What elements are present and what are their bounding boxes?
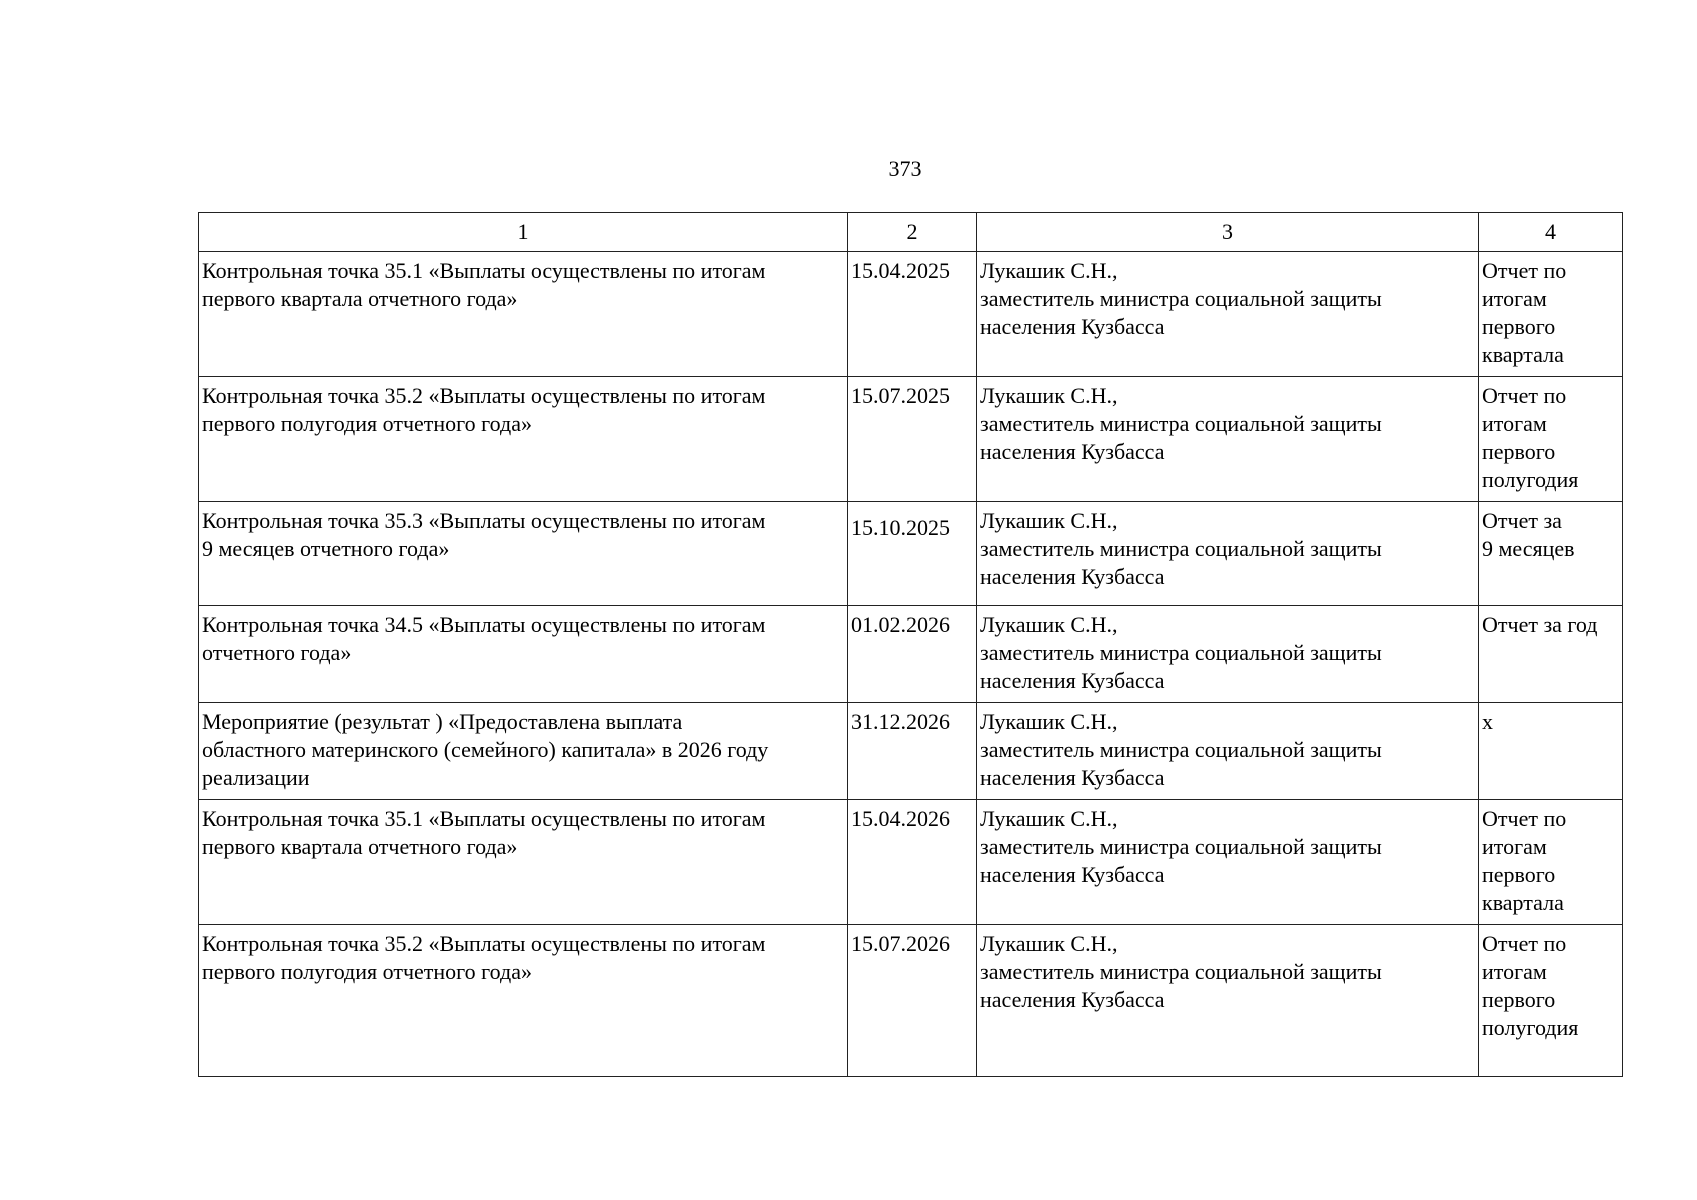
control-point-title: Контрольная точка 35.1 «Выплаты осуществлены по итогам первого квартала отчетного года» [199,252,848,377]
control-point-title: Контрольная точка 35.3 «Выплаты осуществлены по итогам 9 месяцев отчетного года» [199,502,848,606]
report-type: Отчет за год [1479,606,1623,703]
due-date: 01.02.2026 [848,606,977,703]
responsible-person: Лукашик С.Н., заместитель министра социальной защиты населения Кузбасса [977,377,1479,502]
due-date: 15.10.2025 [848,502,977,606]
report-type: Отчет по итогам первого квартала [1479,800,1623,925]
column-header: 4 [1479,213,1623,252]
column-header: 3 [977,213,1479,252]
responsible-person: Лукашик С.Н., заместитель министра социальной защиты населения Кузбасса [977,252,1479,377]
event-title: Мероприятие (результат ) «Предоставлена выплата областного материнского (семейного) капитала» в 2026 году реализации [199,703,848,800]
table-row [199,606,1623,703]
due-date: 15.07.2026 [848,925,977,1077]
report-type: Отчет за 9 месяцев [1479,502,1623,606]
control-point-title: Контрольная точка 35.2 «Выплаты осуществлены по итогам первого полугодия отчетного года» [199,925,848,1077]
report-type: x [1479,703,1623,800]
due-date: 31.12.2026 [848,703,977,800]
control-point-title: Контрольная точка 34.5 «Выплаты осуществлены по итогам отчетного года» [199,606,848,703]
due-date: 15.04.2025 [848,252,977,377]
table-row [199,502,1623,606]
control-point-title: Контрольная точка 35.1 «Выплаты осуществлены по итогам первого квартала отчетного года» [199,800,848,925]
due-date: 15.04.2026 [848,800,977,925]
table-row [199,377,1623,502]
report-type: Отчет по итогам первого полугодия [1479,377,1623,502]
page-number: 373 [888,156,922,181]
table-row [199,925,1623,1077]
due-date: 15.07.2025 [848,377,977,502]
responsible-person: Лукашик С.Н., заместитель министра социальной защиты населения Кузбасса [977,606,1479,703]
table-header-row [199,213,1623,252]
table-row [199,252,1623,377]
responsible-person: Лукашик С.Н., заместитель министра социальной защиты населения Кузбасса [977,502,1479,606]
control-point-title: Контрольная точка 35.2 «Выплаты осуществлены по итогам первого полугодия отчетного года» [199,377,848,502]
responsible-person: Лукашик С.Н., заместитель министра социальной защиты населения Кузбасса [977,800,1479,925]
report-type: Отчет по итогам первого полугодия [1479,925,1623,1077]
responsible-person: Лукашик С.Н., заместитель министра социальной защиты населения Кузбасса [977,925,1479,1077]
column-header: 2 [848,213,977,252]
report-type: Отчет по итогам первого квартала [1479,252,1623,377]
table-row [199,800,1623,925]
table-row [199,703,1623,800]
responsible-person: Лукашик С.Н., заместитель министра социальной защиты населения Кузбасса [977,703,1479,800]
control-points-table [198,212,1623,1077]
column-header: 1 [199,213,848,252]
